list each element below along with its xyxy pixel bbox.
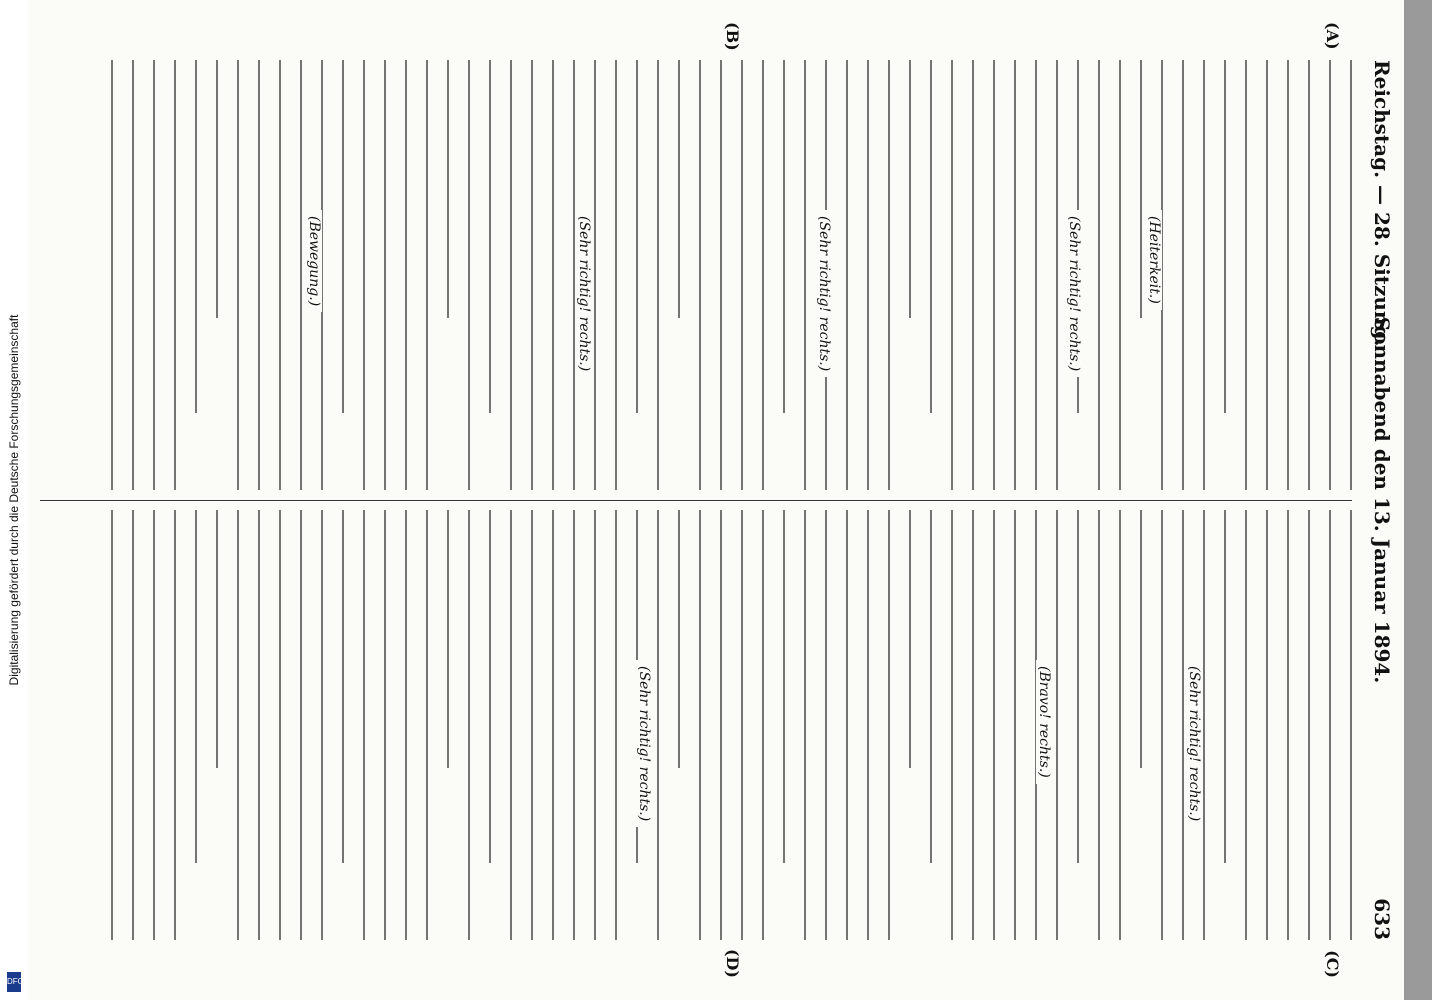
remark: (Sehr richtig! rechts.) (636, 660, 652, 827)
text-line-placeholder (1329, 60, 1331, 490)
header-left: Reichstag. — 28. Sitzung. (1370, 60, 1394, 347)
text-line-placeholder (594, 510, 596, 940)
text-line-placeholder (930, 510, 932, 863)
text-line-placeholder (573, 60, 575, 490)
text-line-placeholder (1266, 60, 1268, 490)
text-line-placeholder (573, 510, 575, 940)
text-line-placeholder (972, 60, 974, 490)
text-line-placeholder (783, 510, 785, 863)
credit-text: Digitalisierung gefördert durch die Deutsche Forschungsgemeinschaft (7, 314, 21, 686)
text-line-placeholder (447, 510, 449, 768)
text-line-placeholder (1308, 510, 1310, 940)
text-line-placeholder (1014, 60, 1016, 490)
text-line-placeholder (699, 60, 701, 490)
text-line-placeholder (195, 60, 197, 413)
text-line-placeholder (1098, 60, 1100, 490)
margin-letter-c: (C) (1323, 950, 1342, 978)
text-line-placeholder (216, 60, 218, 318)
digitization-credit (0, 0, 28, 1000)
text-line-placeholder (300, 510, 302, 940)
text-line-placeholder (1014, 510, 1016, 940)
text-line-placeholder (132, 60, 134, 490)
text-line-placeholder (1245, 510, 1247, 940)
text-line-placeholder (741, 60, 743, 490)
text-line-placeholder (993, 510, 995, 940)
text-line-placeholder (153, 60, 155, 490)
right-column (60, 510, 1352, 940)
scan-edge (1404, 0, 1432, 1000)
text-line-placeholder (1119, 510, 1121, 940)
text-line-placeholder (1203, 510, 1205, 940)
text-line-placeholder (1203, 60, 1205, 490)
text-line-placeholder (489, 510, 491, 863)
text-line-placeholder (993, 60, 995, 490)
text-line-placeholder (489, 60, 491, 413)
text-line-placeholder (510, 510, 512, 940)
remark: (Heiterkeit.) (1146, 210, 1162, 310)
text-line-placeholder (867, 60, 869, 490)
text-line-placeholder (1329, 510, 1331, 940)
text-line-placeholder (258, 60, 260, 490)
text-line-placeholder (384, 60, 386, 490)
text-line-placeholder (867, 510, 869, 940)
text-line-placeholder (237, 510, 239, 940)
text-line-placeholder (951, 60, 953, 490)
header-mid: Sonnabend den 13. Januar 1894. (1370, 316, 1394, 684)
text-line-placeholder (552, 60, 554, 490)
text-line-placeholder (552, 510, 554, 940)
text-line-placeholder (447, 60, 449, 318)
text-line-placeholder (237, 60, 239, 490)
text-line-placeholder (762, 510, 764, 940)
text-line-placeholder (468, 60, 470, 490)
text-line-placeholder (1035, 60, 1037, 490)
text-line-placeholder (1161, 510, 1163, 940)
text-line-placeholder (720, 510, 722, 940)
text-line-placeholder (279, 60, 281, 490)
text-line-placeholder (258, 510, 260, 940)
text-line-placeholder (510, 60, 512, 490)
text-line-placeholder (468, 510, 470, 940)
text-line-placeholder (195, 510, 197, 863)
text-line-placeholder (1287, 60, 1289, 490)
text-line-placeholder (1350, 60, 1352, 490)
text-line-placeholder (951, 510, 953, 940)
text-line-placeholder (594, 60, 596, 490)
text-line-placeholder (342, 510, 344, 863)
remark: (Sehr richtig! rechts.) (816, 210, 832, 377)
remark: (Sehr richtig! rechts.) (576, 210, 592, 377)
text-line-placeholder (930, 60, 932, 413)
text-line-placeholder (1287, 510, 1289, 940)
text-line-placeholder (1056, 60, 1058, 490)
text-line-placeholder (426, 510, 428, 940)
text-line-placeholder (132, 510, 134, 940)
text-line-placeholder (720, 60, 722, 490)
margin-letter-b: (B) (723, 22, 742, 51)
text-line-placeholder (1140, 60, 1142, 318)
text-line-placeholder (846, 60, 848, 490)
text-line-placeholder (804, 60, 806, 490)
text-line-placeholder (111, 60, 113, 490)
text-line-placeholder (1224, 510, 1226, 863)
text-line-placeholder (909, 60, 911, 318)
margin-letter-d: (D) (723, 948, 742, 978)
text-line-placeholder (678, 60, 680, 318)
remark: (Sehr richtig! rechts.) (1186, 660, 1202, 827)
text-line-placeholder (174, 60, 176, 490)
text-line-placeholder (1056, 510, 1058, 940)
text-line-placeholder (174, 510, 176, 940)
text-line-placeholder (909, 510, 911, 768)
text-line-placeholder (615, 60, 617, 490)
right-column-text (60, 510, 1352, 940)
text-line-placeholder (363, 60, 365, 490)
remark: (Sehr richtig! rechts.) (1066, 210, 1082, 377)
text-line-placeholder (531, 60, 533, 490)
remark: (Bravo! rechts.) (1036, 660, 1052, 784)
margin-letter-a: (A) (1323, 22, 1342, 50)
text-line-placeholder (1077, 510, 1079, 863)
text-line-placeholder (636, 60, 638, 413)
text-line-placeholder (678, 510, 680, 768)
text-line-placeholder (1140, 510, 1142, 768)
text-line-placeholder (657, 510, 659, 940)
text-line-placeholder (405, 510, 407, 940)
column-divider (40, 500, 1352, 501)
text-line-placeholder (888, 510, 890, 940)
text-line-placeholder (342, 60, 344, 413)
text-line-placeholder (300, 60, 302, 490)
text-line-placeholder (741, 510, 743, 940)
text-line-placeholder (531, 510, 533, 940)
text-line-placeholder (1119, 60, 1121, 490)
text-line-placeholder (1266, 510, 1268, 940)
text-line-placeholder (1182, 60, 1184, 490)
remark: (Bewegung.) (306, 210, 322, 312)
page-header (1362, 60, 1404, 940)
text-line-placeholder (1308, 60, 1310, 490)
left-column (60, 60, 1352, 490)
text-line-placeholder (615, 510, 617, 940)
text-line-placeholder (363, 510, 365, 940)
page-number: 633 (1370, 898, 1394, 940)
text-line-placeholder (762, 60, 764, 490)
dfg-logo: DFG (7, 972, 21, 992)
text-line-placeholder (783, 60, 785, 413)
text-line-placeholder (1350, 510, 1352, 940)
text-line-placeholder (279, 510, 281, 940)
text-line-placeholder (153, 510, 155, 940)
text-line-placeholder (216, 510, 218, 768)
text-line-placeholder (321, 510, 323, 940)
text-line-placeholder (1098, 510, 1100, 940)
text-line-placeholder (972, 510, 974, 940)
text-line-placeholder (111, 510, 113, 940)
text-line-placeholder (1245, 60, 1247, 490)
text-line-placeholder (1224, 60, 1226, 413)
text-line-placeholder (804, 510, 806, 940)
text-line-placeholder (405, 60, 407, 490)
text-line-placeholder (657, 60, 659, 490)
text-line-placeholder (825, 510, 827, 940)
text-line-placeholder (426, 60, 428, 490)
text-line-placeholder (699, 510, 701, 940)
text-line-placeholder (846, 510, 848, 940)
text-line-placeholder (888, 60, 890, 490)
text-line-placeholder (384, 510, 386, 940)
text-line-placeholder (1182, 510, 1184, 940)
